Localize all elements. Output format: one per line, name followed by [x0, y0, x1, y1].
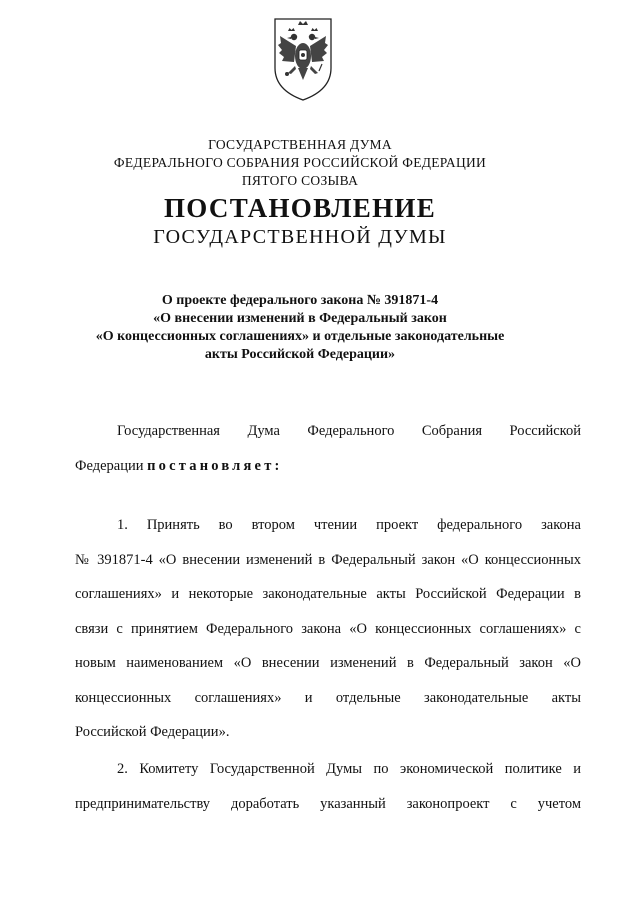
- paragraph-line: № 391871-4 «О внесении изменений в Федеральный закон «О концессионных: [75, 551, 581, 568]
- paragraph-line: соглашениях» и некоторые законодательные акты Российской Федерации в: [75, 586, 581, 602]
- document-issuer: ГОСУДАРСТВЕННОЙ ДУМЫ: [153, 226, 447, 248]
- subject-line: «О концессионных соглашениях» и отдельные законодательные: [95, 329, 505, 344]
- subject-line: «О внесении изменений в Федеральный закон: [153, 311, 447, 326]
- paragraph-line: концессионных соглашениях» и отдельные законодательные акты: [75, 689, 581, 706]
- document-subject: [60, 292, 540, 364]
- paragraph-line: 2. Комитету Государственной Думы по экономической политике и: [117, 761, 581, 777]
- document-type-title: ПОСТАНОВЛЕНИЕ: [163, 193, 436, 223]
- paragraph-line: новым наименованием «О внесении изменений в Федеральный закон «О: [75, 655, 581, 671]
- preamble-paragraph: [75, 414, 581, 483]
- preamble-text: Федерации: [75, 457, 148, 474]
- header-duma: ГОСУДАРСТВЕННАЯ ДУМА: [208, 137, 392, 152]
- header-convocation: ПЯТОГО СОЗЫВА: [241, 173, 359, 188]
- subject-line: О проекте федерального закона № 391871-4: [161, 293, 439, 308]
- paragraph-line: связи с принятием Федерального закона «О концессионных соглашениях» с: [75, 620, 581, 637]
- item-2-paragraph: [75, 752, 581, 821]
- resolution-verb: постановляет:: [147, 457, 283, 474]
- item-1-paragraph: [75, 508, 581, 750]
- coat-of-arms-emblem-icon: [272, 16, 334, 102]
- header-federal-assembly: ФЕДЕРАЛЬНОГО СОБРАНИЯ РОССИЙСКОЙ ФЕДЕРАЦИИ: [113, 155, 487, 170]
- paragraph-line: [75, 449, 581, 484]
- paragraph-line: Российской Федерации».: [75, 724, 230, 740]
- paragraph-line: предпринимательству доработать указанный законопроект с учетом: [75, 795, 581, 812]
- paragraph-line: Государственная Дума Федерального Собрания Российской: [117, 423, 581, 439]
- paragraph-line: 1. Принять во втором чтении проект федерального закона: [117, 517, 581, 533]
- subject-line: акты Российской Федерации»: [204, 347, 396, 362]
